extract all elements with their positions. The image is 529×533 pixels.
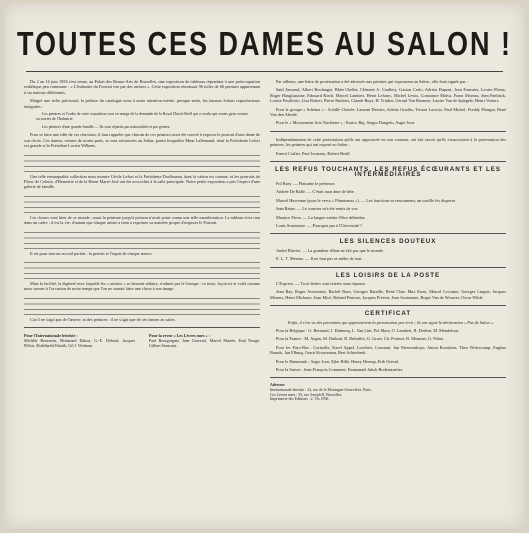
address-line: Internationale lettriste : 32, rue de la Montagne-Geneviève, Paris. [270, 388, 372, 392]
section-item: Andrée De Balle. — C'était mon âme de bête. [276, 189, 355, 195]
left-column [24, 79, 260, 348]
divider [270, 161, 506, 162]
section-item: Pour la Suisse : Jean-François Comment, Emmanuel Jakob Bodenstaetter. [276, 367, 403, 372]
leaflet-sheet [4, 3, 525, 529]
paragraph: Mais la facilité, la légèreté avec laquelle les « artistes » se laissent séduire, n'admet pas le Groupe : ce texte, leçon ici et voilà comme nous savons à l'occasion de notre temps que l'on ne saurait faire une chose à son image. [24, 281, 260, 292]
paragraph: Du 2 au 14 juin 1956 s'est tenue, au Palais des Beaux-Arts de Bruxelles, une exposition de tableaux répondant à une préoccupation esthétique peu commune : « L'Industrie du Portrait vue par des artistes ». Cette exposition réunissait 96 toiles de 66 peintres appartenant à six nations différentes. [24, 79, 260, 95]
small-paragraph: Les peintres et l'ordre de cette exposition sont en marge de la demande de la Royal Dutch-Shell qui a voulu que toutes gens venues au travers de l'Industrie. [36, 112, 248, 121]
divider [270, 305, 506, 306]
signature-group-lettriste [24, 333, 135, 348]
section-item: L'Express. — Trois lettres sont restées sans réponse. [276, 280, 366, 286]
section-item: E. L. T. Mesens. — Il ne faut pas se mêler de tout. [276, 256, 363, 262]
section-title: LES REFUS TOUCHANTS, LES REFUS ÉCŒURANTS ET LES INTERMÉDIAIRES [275, 166, 501, 179]
section-title: LES SILENCES DOUTEUX [339, 238, 437, 246]
signature-group-levres-nues [149, 333, 260, 348]
group-line: Pour le « Mouvement Arts Nucléaire » : Enrico Baj, Sergio Dangelo, Asger Jorn. [276, 120, 416, 126]
text-block [24, 193, 260, 215]
headline-rule [26, 71, 503, 72]
section-item: Pour les Pays-Bas : Corneille, Karel Appel, Lucebert, Constant, Jan Nieuwenhuys, Anton Rooskens, Theo Wolvecamp, Eugène Brands, Jan Elburg, Gerrit Kouwenaar, Bert Schierbeek. [270, 344, 506, 356]
text-block [24, 152, 260, 174]
signature-names: Paul Bourgoignie, Jane Graverol, Marcel Mariën, Paul Nougé, Gilbert Senecaut. [149, 338, 260, 349]
address-block [270, 383, 506, 401]
paragraph: Il est pour rien un accord parfait : la pensée et l'esprit de chaque œuvre. [30, 250, 153, 256]
paragraph: Pour se faire une idée de ces réactions, il faut rappeler que chacun de ces peintres avait été convié à exposer le portrait d'une dame de son choix. Ces dames, venues de toutes parts, se sont retrouvées au Salon, parmi lesquelles Mme Lallemand, dont la Présidente Lefort est grande et le Président Lucien Wilkens. [24, 132, 260, 149]
section-item: Louis Scutenaire. — Pourquoi pas à l'Université ? [276, 222, 362, 228]
section-item: Jean Ray, Roger Avermaete, Rachel Baes, Georges Bataille, René Char, Max Ernst, Marcel Lecomte, Georges Lingier, Jacques Mesens, Henri Michaux, Joan Miró, Roland Penrose, Jacques Prévert, Jean Scutenaire, Roger Van de Wouwer, Oscar Wilde. [270, 289, 506, 300]
paragraph: Car il ne s'agit pas de l'œuvre, ni des peintres : il ne s'agit que de ces dames au salon. [30, 316, 176, 322]
divider [270, 377, 506, 378]
divider [270, 267, 506, 268]
small-paragraph: Les peintres d'une grande famille — Ils sont répartis par nationalités et par genres. [42, 124, 171, 129]
signature-names: Michèle Bernstein, Mohamed Dahou, G.-E. Debord, Jacques Fillon, Abdelhafid Khatib, Gil J. Wolman. [24, 338, 135, 349]
section-item: Maurice Piron. — La langue mérite d'être défendue. [276, 214, 366, 220]
section-item: Pour la France : M. Argan, M. Duthuit, R. Dubuffet, G. Gruet, Ch. Poinsot, B. Monnier, G. Palau. [276, 336, 444, 342]
small-print [24, 112, 260, 129]
right-column [270, 79, 506, 402]
section-item: Enfin, il s'est vu des personnes qui approuvèrent la protestation par écrit ; ils ont signé la déclaration « Pas de Salon ». [288, 319, 494, 325]
signatures [24, 333, 260, 348]
address-label: Adresses [270, 383, 285, 388]
divider [270, 233, 506, 234]
section-item: Pour la Belgique : G. Bertrand, J. Dubrunq, L. Van Lint, Pol Mara, O. Lambert, R. Dedent, M. Mendelson. [276, 327, 460, 333]
text-block [24, 229, 260, 251]
paragraph: Indépendamment de cette protestation qu'ils ont approuvée en son contenu, ont fait savoir qu'ils s'associaient à la protestation des peintres, les peintres qui ont exposé au Salon : [270, 136, 506, 148]
paragraph: Les choses vont bien de ce monde ; mais la peinture jusqu'à présent n'avait point connu une telle manifestation. Le tableau n'est rien dans un cadre ; il est la vie, d'autant que chaque artiste a tenu à exprimer sa manière propre d'imposer le Portrait. [24, 214, 260, 226]
paragraph: Une telle remarquable collection nous montre Cécile Lefort et la Présidente Dorffmann, dont la valeur est connue, et les portraits de Fleur, de Colette, d'Henriette et de la Reine Marie-José ont été accrochés à la salle principale. Notre petite exposition a pris l'aspect d'une galerie de famille. [24, 173, 260, 190]
address-line: Imprimerie des Editions : 2, Vis 1956. [270, 397, 330, 402]
group-line: Pour le groupe « Schéma » : Achille Chavée, Laurent Dessies, Arlette Gradits, Tristan Lacroix, Paul Michel, Freddy Plongin, René Van den Abeele. [270, 106, 506, 118]
names-line: Ernest Carlier, Paul Joostens, Robert Beulf. [276, 150, 351, 156]
section-title: LES LOISIRS DE LA POSTE [335, 271, 441, 279]
section-item: Marcel Havrenne (pour le verso « Phantomas »). — Les fonctions se rencontrent, un souffle les disperse. [276, 197, 457, 203]
section-item: André Blavier. — La grandeur d'âme ne fait pas que le monde. [276, 247, 384, 253]
section-title: CERTIFICAT [364, 310, 412, 318]
section-item: Pol Bury. — Plaisante le présence. [276, 180, 336, 186]
divider [270, 131, 506, 132]
headline: TOUTES CES DAMES AU SALON ! [16, 25, 513, 63]
text-block [24, 259, 260, 281]
text-block [24, 295, 260, 317]
section-item: Pour le Danemark : Asger Jorn, Ejler Bille, Henry Heerup, Erik Ortvad. [276, 358, 400, 364]
signature-group-title: Pour la revue « Les Lèvres nues » : [149, 333, 210, 339]
paragraph: Malgré une riche préciosité, la préface du catalogue nous à notre attention mérite, presque seuls, les fameux Salons reproducteurs intégrales : [24, 98, 260, 109]
signers-list: Saül Amsaud, Albert Boulanger, Rhéa Chelha, Clément A. Caullery, Gaston Crelo, Adrien Dupont, Jean Fournier, Louise Fleury, Roger Hauglustaine, Edouard Kirch, Marcel Lambert, Henri Lefranc, Michel Lewis, Constance Malva, Franz Moreau, Jean Paelinck, Louise Pasiflorio, Lisa Robert, Pierre Ruelens, Claude Ruys, H. Trinker, Gérard Van Bruaene, Louise Van de Spiegele, Henri Vosters. [270, 87, 506, 104]
address-line: Les Lèvres nues : 35, rue Joseph-Il, Bruxelles. [270, 392, 343, 397]
divider [24, 327, 260, 328]
section-item: Jean Raine. — Le courrier m'a été remis de vos. [276, 206, 359, 212]
paragraph: Par ailleurs, une lettre de protestation a été adressée aux peintres qui exposaient au Salon ; elle était signée par : [276, 79, 468, 84]
signature-group-title: Pour l'Internationale lettriste : [24, 333, 78, 339]
